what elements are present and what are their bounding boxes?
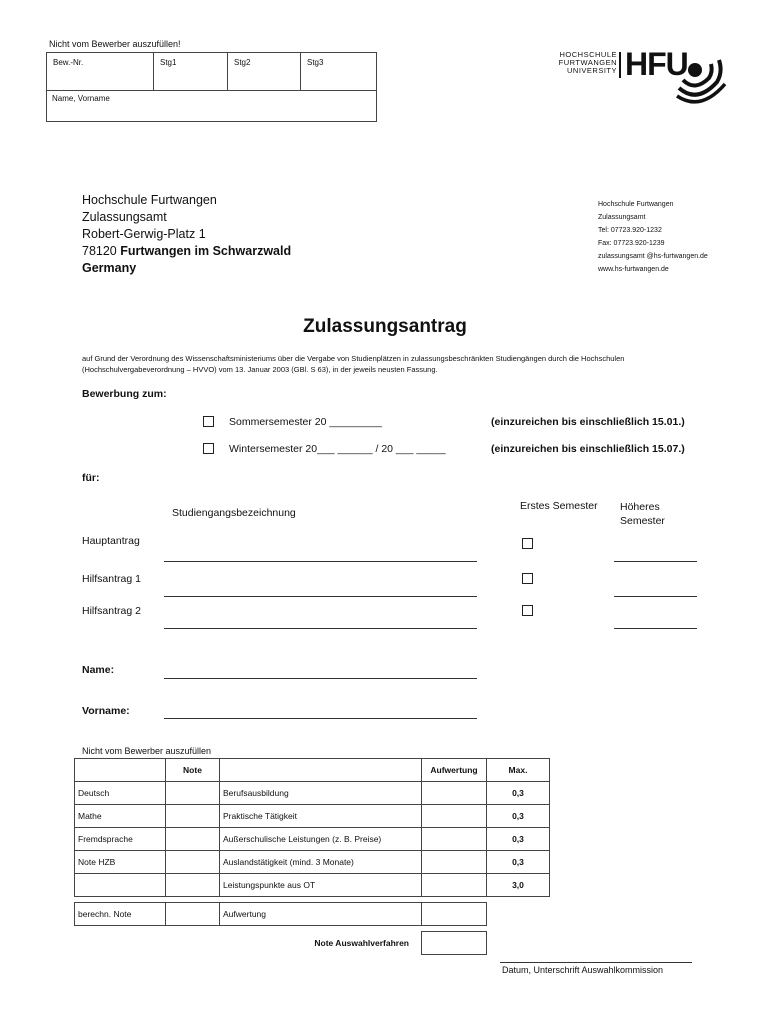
max-cell: 0,3 xyxy=(487,805,550,828)
auswahl-cell[interactable] xyxy=(422,932,487,955)
sommer-label: Sommersemester 20 _________ xyxy=(229,416,382,428)
table-row xyxy=(75,851,550,874)
hauptantrag-label: Hauptantrag xyxy=(82,535,140,547)
subject-cell xyxy=(75,874,166,897)
aufwertung-cell[interactable] xyxy=(422,874,487,897)
contact-tel: Tel: 07723.920-1232 xyxy=(598,227,662,234)
sommer-checkbox[interactable] xyxy=(203,416,214,427)
auswahl-label: Note Auswahlverfahren xyxy=(314,938,409,948)
max-cell: 3,0 xyxy=(487,874,550,897)
hauptantrag-field[interactable] xyxy=(164,561,477,562)
aufwertung-cell[interactable] xyxy=(422,782,487,805)
address-line: Hochschule Furtwangen xyxy=(82,193,217,207)
hilfsantrag1-field[interactable] xyxy=(164,596,477,597)
logo-word-2: FURTWANGEN xyxy=(558,58,617,67)
item-cell: Berufsausbildung xyxy=(220,782,422,805)
address-block xyxy=(82,192,291,277)
item-cell: Außerschulische Leistungen (z. B. Preise) xyxy=(220,828,422,851)
note-cell[interactable] xyxy=(166,805,220,828)
aufwertung-total-cell[interactable] xyxy=(422,903,487,926)
hauptantrag-higher-field[interactable] xyxy=(614,561,697,562)
signature-line[interactable] xyxy=(500,962,692,963)
contact-fax: Fax: 07723.920-1239 xyxy=(598,240,665,247)
name-vorname-cell[interactable]: Name, Vorname xyxy=(52,94,110,103)
contact-block xyxy=(598,198,708,276)
vorname-field[interactable] xyxy=(164,718,477,719)
signature-label: Datum, Unterschrift Auswahlkommission xyxy=(502,965,664,975)
hilfsantrag1-higher-field[interactable] xyxy=(614,596,697,597)
col-erstes-semester: Erstes Semester xyxy=(520,500,598,512)
contact-line: Hochschule Furtwangen xyxy=(598,201,674,208)
table-row xyxy=(75,903,550,926)
address-line: Zulassungsamt xyxy=(82,210,167,224)
grades-note: Nicht vom Bewerber auszufüllen xyxy=(82,746,212,756)
item-cell: Praktische Tätigkeit xyxy=(220,805,422,828)
note-cell[interactable] xyxy=(166,851,220,874)
logo-swoosh-icon xyxy=(675,50,727,104)
winter-label: Wintersemester 20___ ______ / 20 ___ _____ xyxy=(229,443,446,455)
logo-word-1: HOCHSCHULE xyxy=(559,50,617,59)
vorname-label: Vorname: xyxy=(82,705,130,717)
aufwertung-cell[interactable] xyxy=(422,805,487,828)
max-cell: 0,3 xyxy=(487,782,550,805)
hilfsantrag2-label: Hilfsantrag 2 xyxy=(82,605,141,617)
page-title: Zulassungsantrag xyxy=(303,316,467,337)
max-cell: 0,3 xyxy=(487,828,550,851)
note-cell[interactable] xyxy=(166,828,220,851)
city: Furtwangen im Schwarzwald xyxy=(120,244,292,258)
admin-box xyxy=(46,52,377,122)
sommer-deadline: (einzureichen bis einschließlich 15.01.) xyxy=(491,416,685,428)
item-cell: Leistungspunkte aus OT xyxy=(220,874,422,897)
stg3-cell[interactable]: Stg3 xyxy=(307,58,324,67)
zip: 78120 xyxy=(82,244,121,258)
hilfsantrag2-higher-field[interactable] xyxy=(614,628,697,629)
max-cell: 0,3 xyxy=(487,851,550,874)
hilfsantrag1-first-checkbox[interactable] xyxy=(522,573,533,584)
aufwertung-cell[interactable] xyxy=(422,851,487,874)
bewerbung-label: Bewerbung zum: xyxy=(82,388,167,400)
table-row xyxy=(75,805,550,828)
table-row xyxy=(75,874,550,897)
address-line: Robert-Gerwig-Platz 1 xyxy=(82,227,206,241)
hauptantrag-first-checkbox[interactable] xyxy=(522,538,533,549)
berechn-note-label: berechn. Note xyxy=(75,903,166,926)
winter-deadline: (einzureichen bis einschließlich 15.07.) xyxy=(491,443,685,455)
hilfsantrag2-first-checkbox[interactable] xyxy=(522,605,533,616)
admin-note: Nicht vom Bewerber auszufüllen! xyxy=(49,39,181,49)
berechn-note-cell[interactable] xyxy=(166,903,220,926)
item-cell: Auslandstätigkeit (mind. 3 Monate) xyxy=(220,851,422,874)
contact-line: Zulassungsamt xyxy=(598,214,646,221)
stg1-cell[interactable]: Stg1 xyxy=(154,53,228,90)
table-row xyxy=(75,828,550,851)
h-max: Max. xyxy=(487,759,550,782)
table-row xyxy=(75,932,550,955)
aufwertung-cell[interactable] xyxy=(422,828,487,851)
hilfsantrag1-label: Hilfsantrag 1 xyxy=(82,573,141,585)
subject-cell: Deutsch xyxy=(75,782,166,805)
contact-email[interactable]: zulassungsamt @hs-furtwangen.de xyxy=(598,253,708,260)
logo-word-3: UNIVERSITY xyxy=(566,66,617,75)
hilfsantrag2-field[interactable] xyxy=(164,628,477,629)
subject-cell: Mathe xyxy=(75,805,166,828)
intro-text: auf Grund der Verordnung des Wissenschaftsministeriums über die Vergabe von Studienplätzen in zulassungsbeschränkten Studiengängen durch die Hochschulen (Hochschulvergabeverordnung – HVVO) vom 13. Januar 2003 (GBl. S 63), in der jeweils neusten Fassung. xyxy=(82,354,625,374)
table-row xyxy=(75,782,550,805)
winter-checkbox[interactable] xyxy=(203,443,214,454)
name-field[interactable] xyxy=(164,678,477,679)
h-aufwertung: Aufwertung xyxy=(422,759,487,782)
hfu-logo xyxy=(555,46,725,110)
country: Germany xyxy=(82,261,137,275)
note-cell[interactable] xyxy=(166,874,220,897)
bew-nr-cell[interactable]: Bew.-Nr. xyxy=(47,53,154,90)
col-hoeheres-semester: Höheres Semester xyxy=(620,501,665,527)
stg2-cell[interactable]: Stg2 xyxy=(228,53,301,90)
name-label: Name: xyxy=(82,664,115,676)
note-cell[interactable] xyxy=(166,782,220,805)
grades-table xyxy=(74,758,550,955)
subject-cell: Fremdsprache xyxy=(75,828,166,851)
logo-mark: HFU xyxy=(625,46,688,82)
fuer-label: für: xyxy=(82,472,100,484)
subject-cell: Note HZB xyxy=(75,851,166,874)
aufwertung-label: Aufwertung xyxy=(220,903,422,926)
col-studiengang: Studiengangsbezeichnung xyxy=(172,507,296,519)
contact-web[interactable]: www.hs-furtwangen.de xyxy=(598,266,669,273)
h-note: Note xyxy=(166,759,220,782)
